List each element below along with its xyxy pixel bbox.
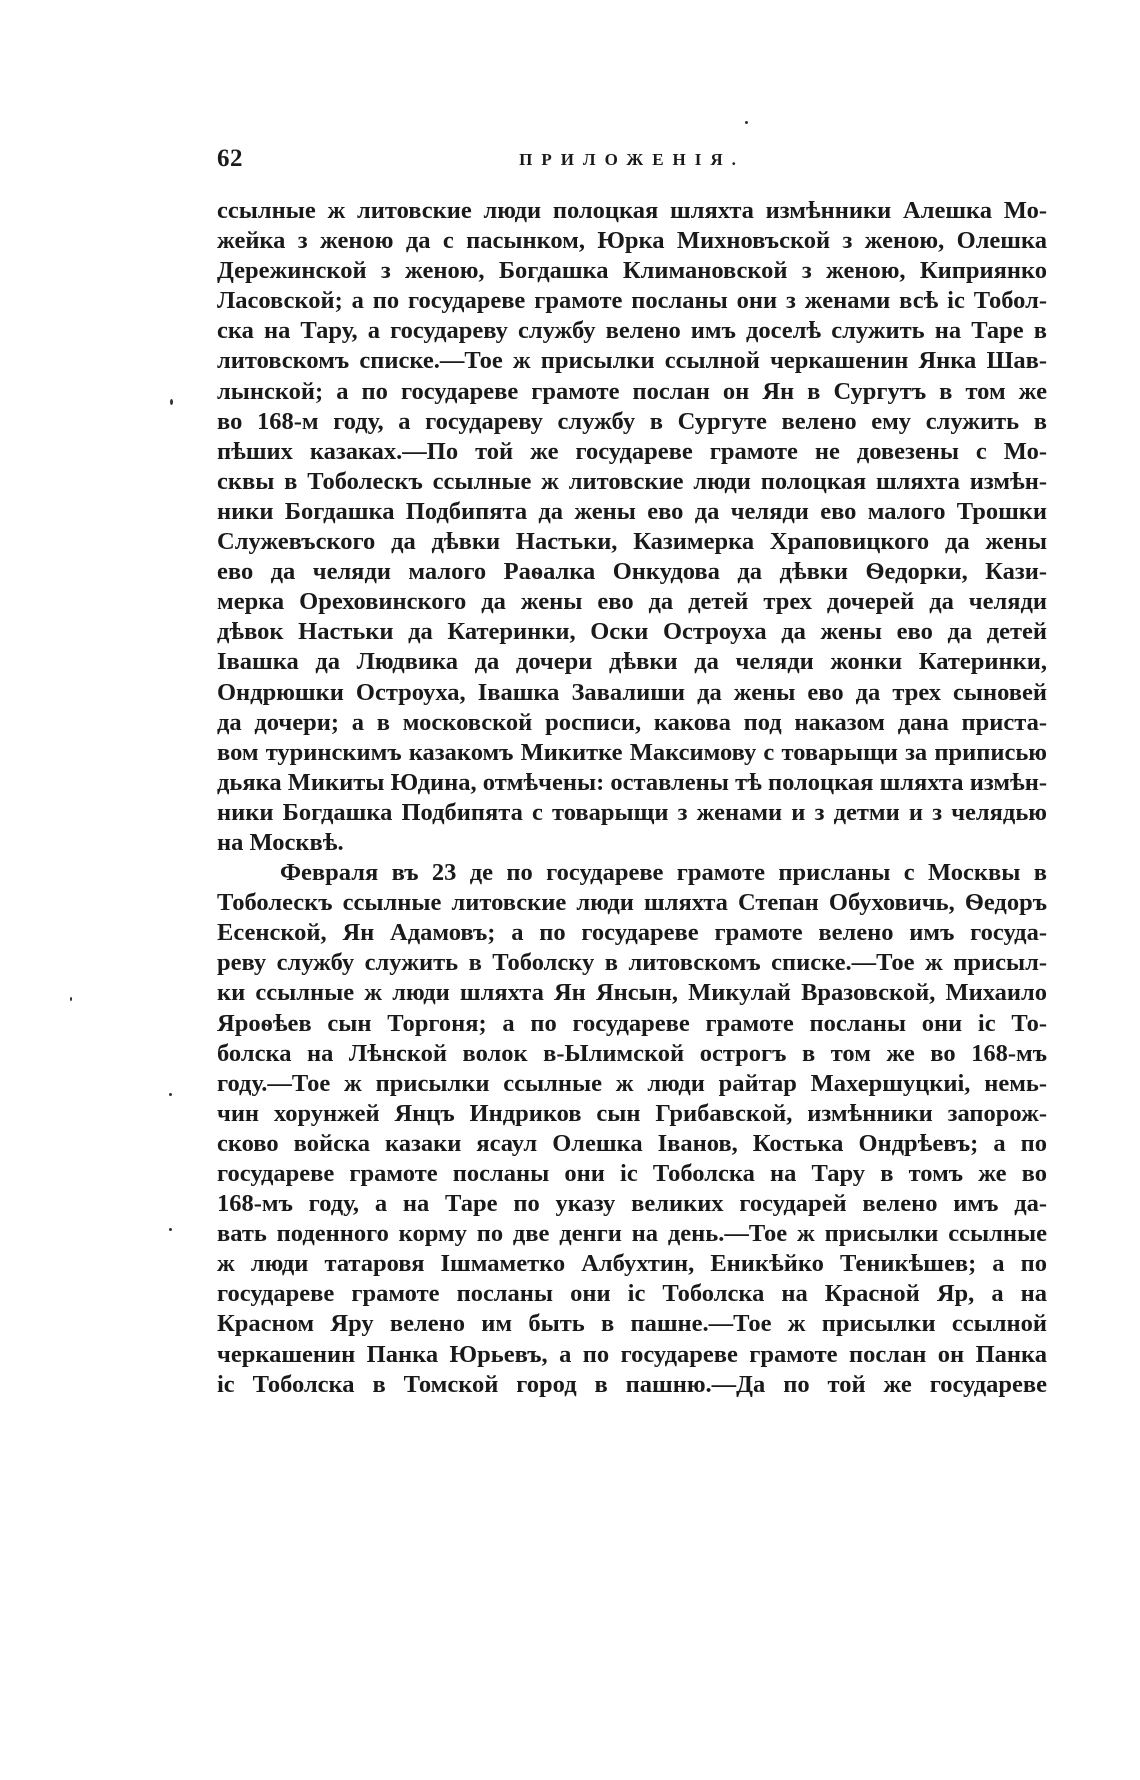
scan-speck xyxy=(169,1228,172,1231)
text-line: да дочери; а в московской росписи, какова под наказом дана приста- xyxy=(217,708,1047,736)
text-line: Ласовской; а по государеве грамоте посланы они з женами всѣ іс Тобол- xyxy=(217,287,1047,315)
text-line: чин хорунжей Янцъ Индриков сын Грибавской, измѣнники запорож- xyxy=(217,1099,1047,1127)
text-line: черкашенин Панка Юрьевъ, а по государеве грамоте послан он Панка xyxy=(217,1340,1047,1368)
text-line: мерка Ореховинского да жены ево да детей трех дочерей да челяди xyxy=(217,588,1047,616)
text-line: вать поденного корму по две денги на день.—Тое ж присылки ссылные xyxy=(217,1220,1047,1248)
text-line: лынской; а по государеве грамоте послан он Ян в Сургутъ в том же xyxy=(217,377,1047,405)
text-line: Ондрюшки Остроуха, Івашка Завалиши да жены ево да трех сыновей xyxy=(217,678,1047,706)
text-line: сквы в Тоболескъ ссылные ж литовские люди полоцкая шляхта измѣн- xyxy=(217,467,1047,495)
text-line: реву службу служить в Тоболску в литовскомъ списке.—Тое ж присыл- xyxy=(217,949,1047,977)
text-line: болска на Лѣнской волок в-Ылимской острогъ в том же во 168-мъ xyxy=(217,1039,1047,1067)
text-line: Служевъского да дѣвки Настьки, Казимерка Храповицкого да жены xyxy=(217,528,1047,556)
text-line: вом туринскимъ казакомъ Микитке Максимову с товарыщи за приписью xyxy=(217,738,1047,766)
text-line: Яроѳѣев сын Торгоня; а по государеве грамоте посланы они іс То- xyxy=(217,1009,1047,1037)
text-line: ки ссылные ж люди шляхта Ян Янсын, Микулай Вразовской, Михаило xyxy=(217,979,1047,1007)
text-line: на Москвѣ. xyxy=(217,828,344,856)
text-line: Есенской, Ян Адамовъ; а по государеве грамоте велено имъ госуда- xyxy=(217,919,1047,947)
text-line: ево да челяди малого Раѳалка Онкудова да дѣвки Ѳедорки, Кази- xyxy=(217,558,1047,586)
scan-speck xyxy=(169,1093,172,1096)
text-line: литовскомъ списке.—Тое ж присылки ссылной черкашенин Янка Шав- xyxy=(217,347,1047,375)
text-line: жейка з женою да с пасынком, Юрка Михновъской з женою, Олешка xyxy=(217,227,1047,255)
text-line: 168-мъ году, а на Таре по указу великих государей велено имъ да- xyxy=(217,1190,1047,1218)
text-line: пѣших казаках.—По той же государеве грамоте не довезены с Мо- xyxy=(217,437,1047,465)
text-line: Дережинской з женою, Богдашка Климановской з женою, Киприянко xyxy=(217,257,1047,285)
page-number: 62 xyxy=(217,145,243,172)
text-line: ники Богдашка Подбипята да жены ево да челяди ево малого Трошки xyxy=(217,497,1047,525)
text-line: году.—Тое ж присылки ссылные ж люди райтар Махершуцкиі, немь- xyxy=(217,1069,1047,1097)
text-line: ссылные ж литовские люди полоцкая шляхта измѣнники Алешка Мо- xyxy=(217,197,1047,224)
text-line: Февраля въ 23 де по государеве грамоте присланы с Москвы в xyxy=(280,859,1047,887)
text-line: сково войска казаки ясаул Олешка Іванов, Костька Ондрѣевъ; а по xyxy=(217,1129,1047,1157)
text-line: ж люди татаровя Ішмаметко Албухтин, Еникѣйко Теникѣшев; а по xyxy=(217,1250,1047,1278)
text-line: государеве грамоте посланы они іс Тоболска на Тару в томъ же во xyxy=(217,1160,1047,1187)
text-line: іс Тоболска в Томской город в пашню.—Да по той же государеве xyxy=(217,1370,1047,1398)
text-line: дѣвок Настьки да Катеринки, Оски Остроуха да жены ево да детей xyxy=(217,618,1047,646)
text-line: Красном Яру велено им быть в пашне.—Тое ж присылки ссылной xyxy=(217,1310,1047,1338)
running-title: ПРИЛОЖЕНІЯ. xyxy=(519,150,745,169)
scan-speck xyxy=(70,997,72,1001)
text-line: ска на Тару, а государеву службу велено имъ доселѣ служить на Таре в xyxy=(217,317,1047,345)
text-line: ники Богдашка Подбипята с товарыщи з женами и з детми и з челядью xyxy=(217,798,1047,826)
text-line: Тоболескъ ссылные литовские люди шляхта Степан Обуховичь, Ѳедоръ xyxy=(217,889,1047,917)
text-line: дьяка Микиты Юдина, отмѣчены: оставлены тѣ полоцкая шляхта измѣн- xyxy=(217,768,1047,796)
page-header xyxy=(217,145,1047,175)
scan-speck xyxy=(170,399,173,405)
text-line: во 168-м году, а государеву службу в Сургуте велено ему служить в xyxy=(217,407,1047,435)
scan-speck xyxy=(745,121,748,124)
text-line: государеве грамоте посланы они іс Тоболска на Красной Яр, а на xyxy=(217,1280,1047,1308)
text-line: Івашка да Людвика да дочери дѣвки да челяди жонки Катеринки, xyxy=(217,648,1047,676)
body-text xyxy=(217,196,1047,1400)
